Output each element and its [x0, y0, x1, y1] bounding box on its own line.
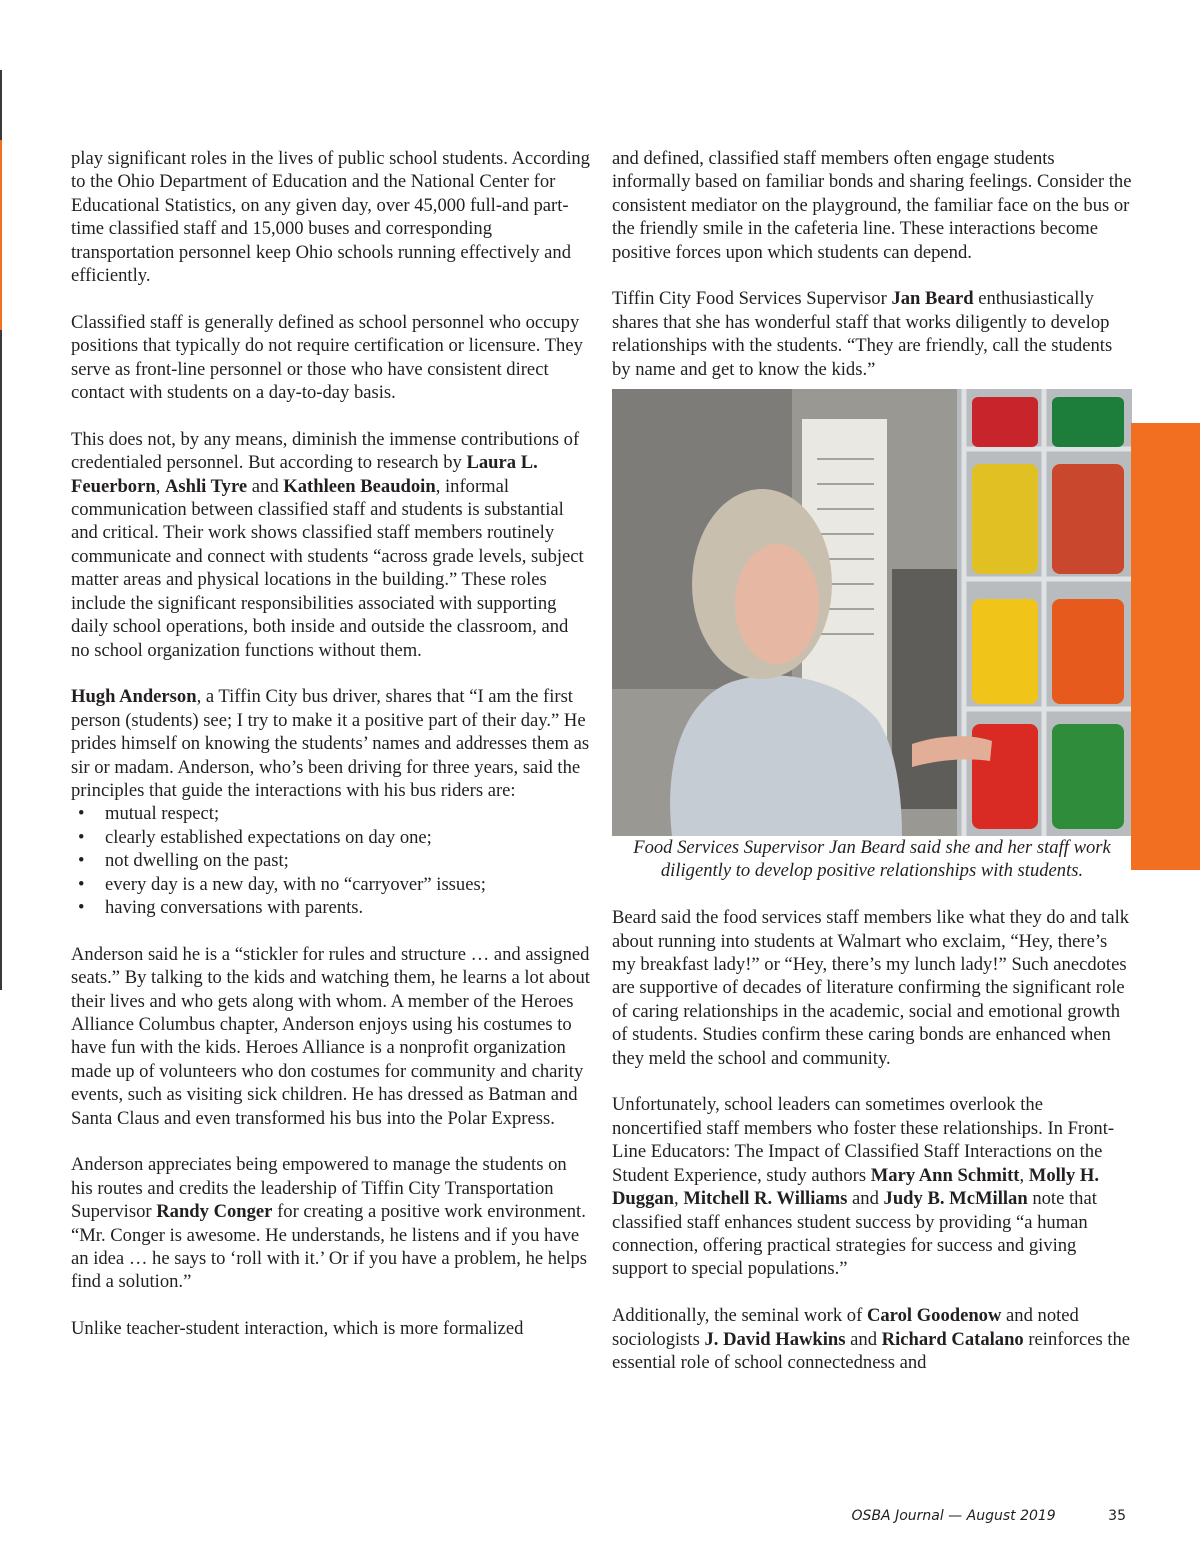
- page-edge-accent: [0, 140, 2, 330]
- page-footer: [852, 1508, 1126, 1524]
- right-paragraph-1: and defined, classified staff members often engage students informally based on familiar bonds and sharing feelings. Consider the consistent mediator on the playground, the familiar face on the bus or the friendly smile in the cafeteria line. These interactions become positive forces upon which students can depend.: [612, 148, 1132, 263]
- orange-side-tab: [1131, 423, 1200, 870]
- author-name: Ashli Tyre: [165, 475, 248, 497]
- right-paragraph-5: Additionally, the seminal work of Carol Goodenow and noted sociologists J. David Hawkins and Richard Catalano reinforces the essential role of school connectedness and: [612, 1305, 1131, 1373]
- left-paragraph-4: Hugh Anderson, a Tiffin City bus driver, shares that “I am the first person (students) see; I try to make it a positive part of their day.” He prides himself on knowing the students’ names and addresses them as sir or madam. Anderson, who’s been driving for three years, said the principles that guide the interactions with his bus riders are:: [71, 686, 590, 801]
- author-name: Molly H. Duggan: [612, 1164, 1100, 1210]
- photo-caption: Food Services Supervisor Jan Beard said she and her staff work diligently to develop positive relationships with students.: [633, 837, 1111, 882]
- left-paragraph-5: Anderson said he is a “stickler for rules and structure … and assigned seats.” By talking to the kids and watching them, he learns a lot about their lives and who gets along with whom. A member of the Heroes Alliance Columbus chapter, Anderson enjoys using his costumes to have fun with the kids. Heroes Alliance is a nonprofit organization made up of volunteers who don costumes for community and charity events, such as visiting sick children. He has dressed as Batman and Santa Claus and even transformed his bus into the Polar Express.: [71, 943, 590, 1129]
- list-item: • mutual respect;: [105, 802, 591, 825]
- right-column: [612, 147, 1132, 1398]
- food-services-photo: [612, 389, 1132, 836]
- left-paragraph-1: play significant roles in the lives of public school students. According to the Ohio Department of Education and the National Center for Educational Statistics, on any given day, over 45,000 full-and part-time classified staff and 15,000 buses and corresponding transportation personnel keep Ohio schools running effectively and efficiently.: [71, 148, 590, 287]
- author-name: Kathleen Beaudoin: [283, 475, 436, 497]
- list-item: • every day is a new day, with no “carryover” issues;: [105, 873, 591, 896]
- list-item: • having conversations with parents.: [105, 896, 591, 919]
- journal-issue: OSBA Journal — August 2019: [851, 1508, 1056, 1524]
- person-name: Hugh Anderson: [71, 686, 197, 708]
- left-paragraph-6: Anderson appreciates being empowered to manage the students on his routes and credits the leadership of Tiffin City Transportation Supervisor Randy Conger for creating a positive work environment. “Mr. Conger is awesome. He understands, he listens and if you have an idea … he says to ‘roll with it.’ Or if you have a problem, he helps find a solution.”: [71, 1154, 588, 1293]
- author-name: Mitchell R. Williams: [683, 1188, 848, 1210]
- right-paragraph-4: Unfortunately, school leaders can sometimes overlook the noncertified staff members who foster these relationships. In Front-Line Educators: The Impact of Classified Staff Interactions on the Student Experience, study authors Mary Ann Schmitt, Molly H. Duggan, Mitchell R. Williams and Judy B. McMillan note that classified staff enhances student success by providing “a human connection, offering practical strategies for success and giving support to special populations.”: [612, 1094, 1115, 1280]
- person-name: Randy Conger: [156, 1201, 273, 1223]
- person-face: [735, 544, 819, 664]
- principles-list: [71, 802, 591, 919]
- author-name: Laura L. Feuerborn: [71, 452, 538, 497]
- person-name: Richard Catalano: [881, 1328, 1024, 1350]
- right-paragraph-3: Beard said the food services staff members like what they do and talk about running into students at Walmart who exclaim, “Hey, there’s my breakfast lady!” or “Hey, there’s my lunch lady!” Such anecdotes are supportive of decades of literature confirming the significant role of caring relationships in the academic, social and emotional growth of students. Studies confirm these caring bonds are enhanced when they meld the school and community.: [612, 907, 1130, 1069]
- person-name: J. David Hawkins: [704, 1328, 846, 1350]
- person-name: Jan Beard: [891, 288, 974, 310]
- left-paragraph-7: Unlike teacher-student interaction, which is more formalized: [71, 1318, 524, 1340]
- left-paragraph-3: This does not, by any means, diminish the immense contributions of credentialed personnel. But according to research by Laura L. Feuerborn, Ashli Tyre and Kathleen Beaudoin, informal communication between classified staff and students is substantial and critical. Their work shows classified staff members routinely communicate and connect with students “across grade levels, subject matter areas and physical locations in the building.” These roles include the significant responsibilities associated with supporting daily school operations, both inside and outside the classroom, and no school organization functions without them.: [71, 428, 584, 661]
- left-column: [71, 147, 591, 1364]
- page-number: 35: [1108, 1508, 1126, 1524]
- author-name: Judy B. McMillan: [883, 1188, 1028, 1210]
- list-item: • not dwelling on the past;: [105, 849, 591, 872]
- author-name: Mary Ann Schmitt: [870, 1164, 1020, 1186]
- right-paragraph-2: Tiffin City Food Services Supervisor Jan Beard enthusiastically shares that she has wonderful staff that works diligently to develop relationships with the students. “They are friendly, call the students by name and get to know the kids.”: [612, 288, 1113, 380]
- person-name: Carol Goodenow: [866, 1305, 1002, 1327]
- left-paragraph-2: Classified staff is generally defined as school personnel who occupy positions that typically do not require certification or licensure. They serve as front-line personnel or those who have consistent direct contact with students on a day-to-day basis.: [71, 311, 583, 404]
- list-item: • clearly established expectations on day one;: [105, 826, 591, 849]
